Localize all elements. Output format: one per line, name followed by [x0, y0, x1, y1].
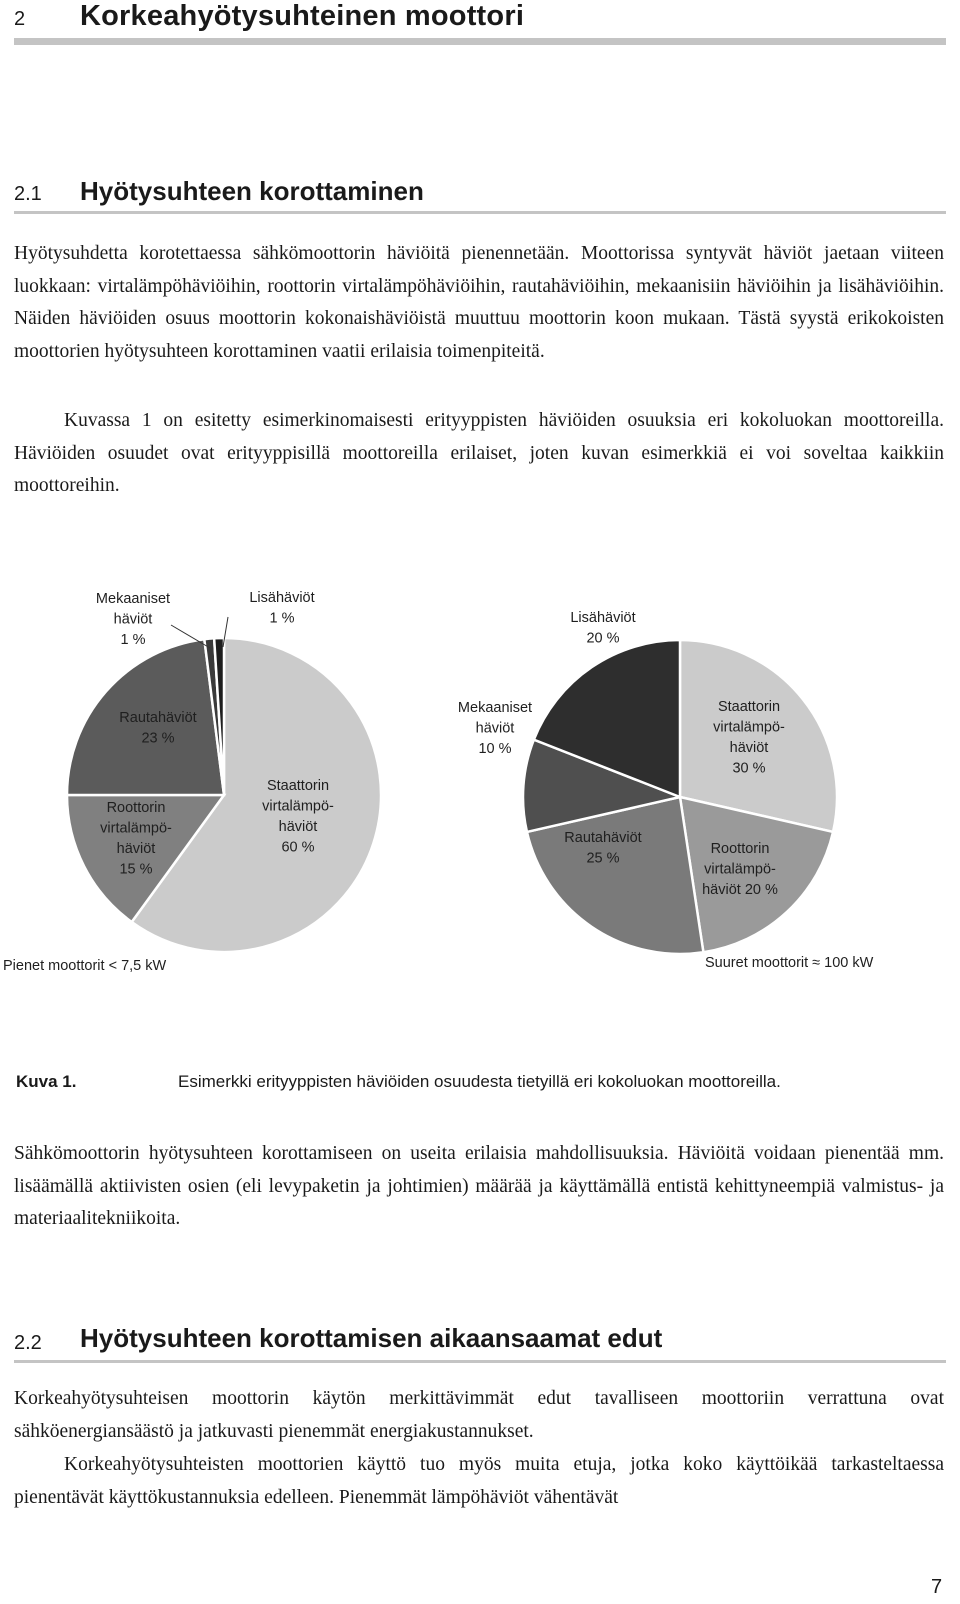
pie-chart-large-motors [523, 640, 837, 954]
slice-label: Staattorin virtalämpö-häviöt 30 % [713, 699, 785, 777]
slice-label: Roottorin virtalämpö-häviöt 20 % [702, 841, 778, 898]
slice-label: Staattorin virtalämpö-häviöt 60 % [262, 778, 334, 856]
chapter-number: 2 [14, 8, 26, 30]
slice-label: Roottorin virtalämpö-häviöt 15 % [100, 800, 172, 878]
body-paragraph-text: Korkeahyötysuhteisten moottorien käyttö tuo myös muita etuja, jotka koko käyttöikää tarkasteltaessa pienentävät käyttökustannuksia edelleen. Pienemmät lämpöhäviöt vähentävät [14, 1454, 944, 1508]
chapter-title: Korkeahyötysuhteinen moottori [80, 0, 525, 32]
body-paragraph-text: Kuvassa 1 on esitetty esimerkinomaisesti erityyppisten häviöiden osuuksia eri kokoluokan moottoreilla. Häviöiden osuudet ovat erityyppisillä moottoreilla erilaiset, joten kuvan esimerkkiä ei voi soveltaa kaikkiin moottoreihin. [14, 410, 944, 497]
slice-label: Lisähäviöt 20 % [570, 610, 636, 647]
loss-distribution-figure [0, 590, 960, 990]
slice-label: Rautahäviöt 23 % [119, 710, 197, 747]
body-paragraph: Korkeahyötysuhteisen moottorin käytön merkittävimmät edut tavalliseen moottoriin verrattuna ovat sähköenergiansäästö ja jatkuvasti pienemmät energiakustannukset. [14, 1388, 944, 1442]
section-title: Hyötysuhteen korottamisen aikaansaamat edut [80, 1323, 663, 1353]
body-paragraph [14, 405, 944, 503]
section-number: 2.2 [14, 1332, 42, 1354]
slice-label: Rautahäviöt 25 % [564, 830, 642, 867]
body-paragraph [14, 1449, 944, 1514]
chapter-rule [14, 38, 946, 45]
body-paragraph: Sähkömoottorin hyötysuhteen korottamiseen on useita erilaisia mahdollisuuksia. Häviöitä voidaan pienentää mm. lisäämällä aktiivisten osien (eli levypaketin ja johtimien) määrää ja käyttämällä entistä kehittyneempiä valmistus- ja materiaalitekniikoita. [14, 1143, 944, 1230]
section-title: Hyötysuhteen korottaminen [80, 176, 424, 206]
figure-caption: Esimerkki erityyppisten häviöiden osuudesta tietyillä eri kokoluokan moottoreilla. [178, 1072, 781, 1091]
page-number: 7 [931, 1576, 943, 1598]
section-rule [14, 1360, 946, 1363]
slice-label: Mekaaniset häviöt 10 % [457, 700, 533, 757]
figure-label: Kuva 1. [16, 1072, 77, 1091]
pie-chart-small-motors [67, 638, 381, 952]
chart-title-large: Suuret moottorit ≈ 100 kW [705, 955, 874, 971]
section-rule [14, 211, 946, 214]
slice-label: Lisähäviöt 1 % [249, 590, 315, 627]
slice-label: Mekaaniset häviöt 1 % [95, 591, 171, 648]
section-number: 2.1 [14, 183, 42, 205]
body-paragraph: Hyötysuhdetta korotettaessa sähkömoottorin häviöitä pienennetään. Moottorissa syntyvät häviöt jaetaan viiteen luokkaan: virtalämpöhäviöihin, roottorin virtalämpöhäviöihin, rautahäviöihin, mekaanisiin häviöihin ja lisähäviöihin. Näiden häviöiden osuus moottorin kokonaishäviöistä muuttuu moottorin koon mukaan. Tästä syystä erikokoisten moottorien hyötysuhteen korottaminen vaatii erilaisia toimenpiteitä. [14, 243, 944, 362]
chart-title-small: Pienet moottorit < 7,5 kW [3, 958, 167, 974]
